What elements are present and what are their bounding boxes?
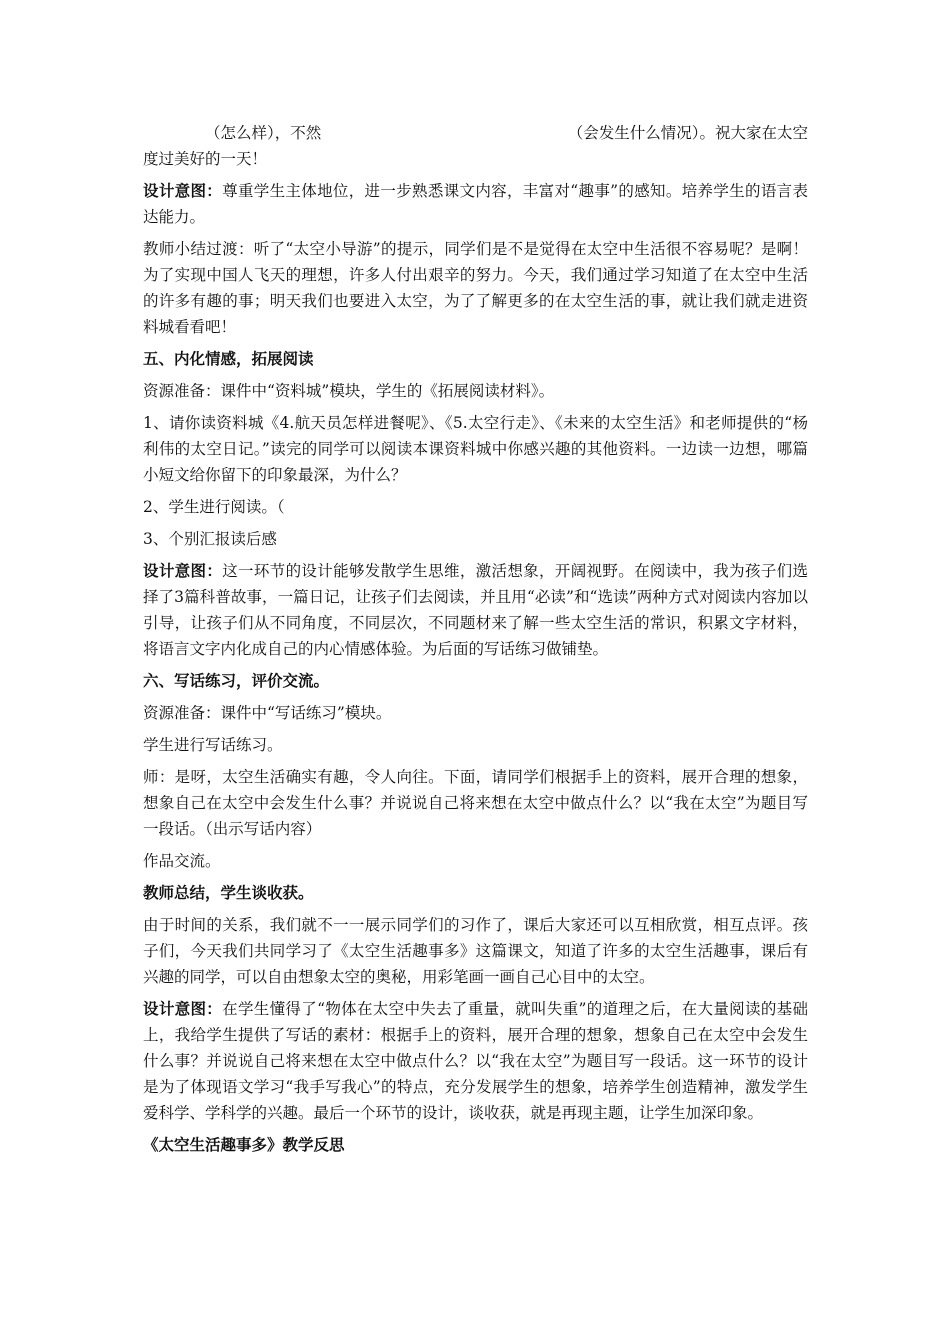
design-intent-text: 尊重学生主体地位，进一步熟悉课文内容，丰富对“趣事”的感知。培养学生的语言表达能力。 xyxy=(143,182,808,226)
section-heading-5: 五、内化情感，拓展阅读 xyxy=(143,349,314,368)
step-3: 3、个别汇报读后感 xyxy=(143,530,277,548)
sentence-part-1: （怎么样），不然 xyxy=(205,124,322,142)
summary-heading: 教师总结，学生谈收获。 xyxy=(143,883,314,902)
teacher-transition: 教师小结过渡：听了“太空小导游”的提示，同学们是不是觉得在太空中生活很不容易呢？是啊！为了实现中国人飞天的理想，许多人付出艰辛的努力。今天，我们通过学习知道了在太空中生活的许多有趣的事；明天我们也要进入太空，为了了解更多的在太空生活的事，就让我们就走进资料城看看吧！ xyxy=(143,240,808,336)
design-intent-label: 设计意图： xyxy=(143,561,223,580)
design-intent-1 xyxy=(143,178,808,230)
sentence-continuation: 度过美好的一天！ xyxy=(143,150,268,168)
design-intent-text: 这一环节的设计能够发散学生思维，激活想象，开阔视野。在阅读中，我为孩子们选择了3篇科普故事，一篇日记，让孩子们去阅读，并且用“必读”和“选读”两种方式对阅读内容加以引导，让孩子们从不同角度，不同层次，不同题材来了解一些太空生活的常识，积累文字材料，将语言文字内化成自己的内心情感体验。为后面的写话练习做铺垫。 xyxy=(143,562,808,658)
design-intent-3 xyxy=(143,996,808,1126)
design-intent-label: 设计意图： xyxy=(143,999,223,1018)
blank-sentence-line xyxy=(143,120,808,146)
resource-prep-5: 资源准备：课件中“资料城”模块，学生的《拓展阅读材料》。 xyxy=(143,382,555,400)
resource-prep-6: 资源准备：课件中“写话练习”模块。 xyxy=(143,704,392,722)
teacher-instruction: 师：是呀，太空生活确实有趣，令人向往。下面，请同学们根据手上的资料，展开合理的想象，想象自己在太空中会发生什么事？并说说自己将来想在太空中做点什么？以“我在太空”为题目写一段话。（出示写话内容） xyxy=(143,768,808,838)
summary-text: 由于时间的关系，我们就不一一展示同学们的习作了，课后大家还可以互相欣赏，相互点评。孩子们，今天我们共同学习了《太空生活趣事多》这篇课文，知道了许多的太空生活趣事，课后有兴趣的同学，可以自由想象太空的奥秘，用彩笔画一画自己心目中的太空。 xyxy=(143,916,808,986)
section-heading-6: 六、写话练习，评价交流。 xyxy=(143,671,330,690)
sentence-part-2: （会发生什么情况）。祝大家在太空 xyxy=(567,124,808,142)
design-intent-2 xyxy=(143,558,808,662)
step-2: 2、学生进行阅读。（ xyxy=(143,498,285,516)
work-exchange: 作品交流。 xyxy=(143,852,221,870)
step-1: 1、请你读资料城《4.航天员怎样进餐呢》、《5.太空行走》、《未来的太空生活》和老师提供的“杨利伟的太空日记。”读完的同学可以阅读本课资料城中你感兴趣的其他资料。一边读一边想，哪篇小短文给你留下的印象最深，为什么？ xyxy=(143,414,808,484)
reflection-heading: 《太空生活趣事多》教学反思 xyxy=(143,1135,345,1154)
writing-practice: 学生进行写话练习。 xyxy=(143,736,283,754)
design-intent-text: 在学生懂得了“物体在太空中失去了重量，就叫失重”的道理之后，在大量阅读的基础上，我给学生提供了写话的素材：根据手上的资料，展开合理的想象，想象自己在太空中会发生什么事？并说说自己将来想在太空中做点什么？以“我在太空”为题目写一段话。这一环节的设计是为了体现语文学习“我手写我心”的特点，充分发展学生的想象，培养学生创造精神，激发学生爱科学、学科学的兴趣。最后一个环节的设计，谈收获，就是再现主题，让学生加深印象。 xyxy=(143,1000,808,1122)
design-intent-label: 设计意图： xyxy=(143,181,223,200)
document-page xyxy=(143,120,808,1164)
